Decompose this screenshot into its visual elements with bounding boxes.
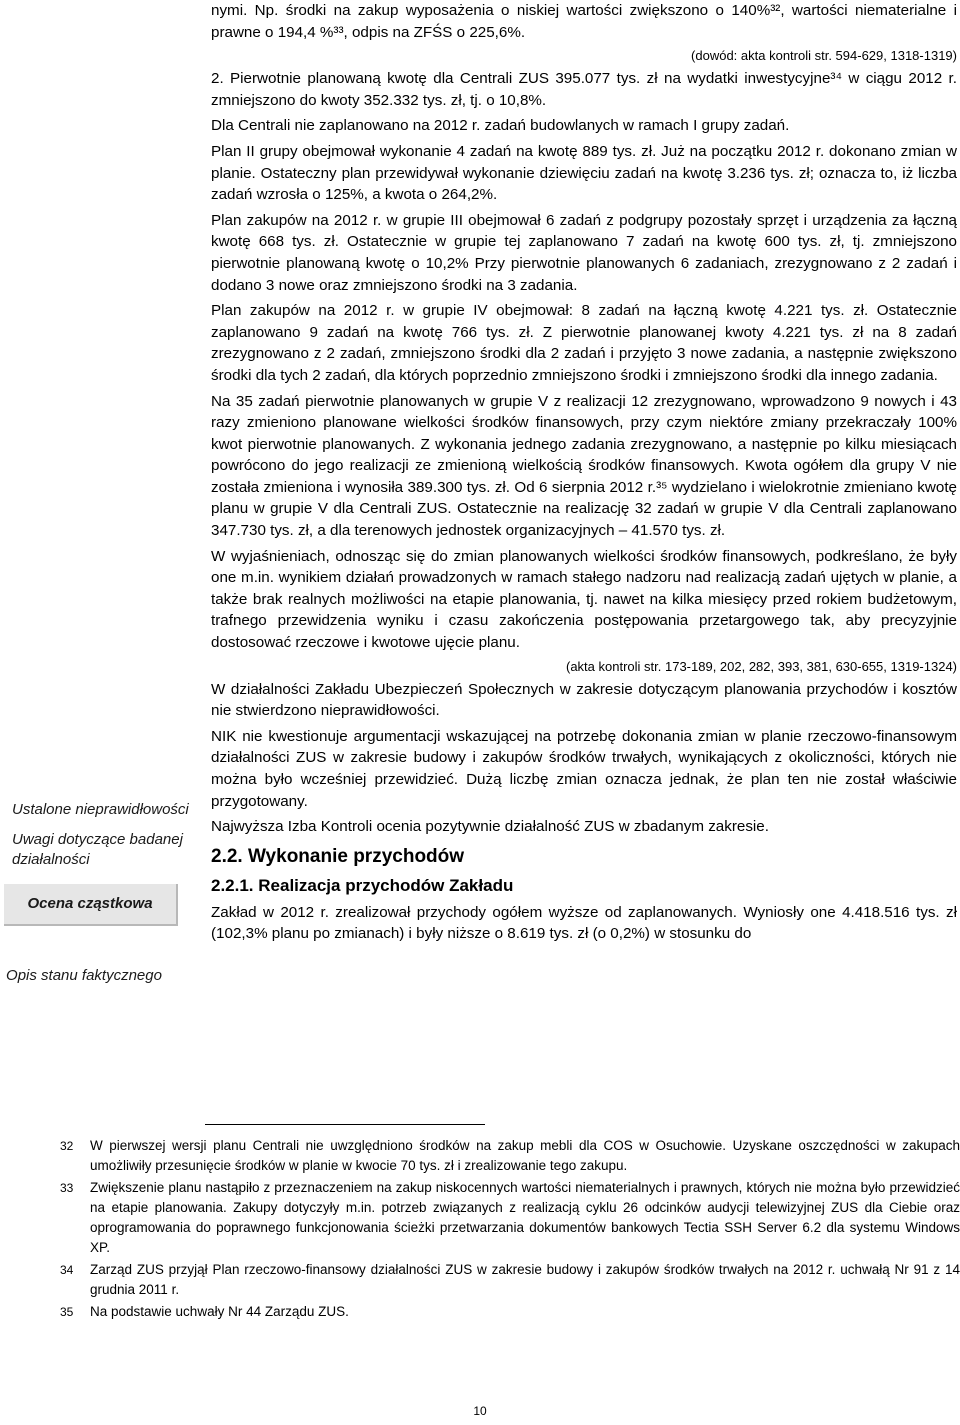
paragraph: Najwyższa Izba Kontroli ocenia pozytywnie działalność ZUS w zbadanym zakresie. <box>211 818 769 836</box>
footnote-number: 34 <box>60 1263 74 1277</box>
footnote-text: Zwiększenie planu nastąpiło z przeznaczeniem na zakup niskocennych wartości niematerialnych i prawnych, których nie można było przewidzieć na etapie planowania. Zakupy dotyczyły m.in. potrzeb związanych z realizacją cyklu 26 odcinków audycji telewizyjnej ZUS dla Ciebie oraz oprogramowania do poprawnego funkcjonowania ścieżki przetwarzania dokumentów bankowych Tectia SSH Server 6.2 dla systemu Windows XP. <box>90 1180 960 1255</box>
footnote-number: 32 <box>60 1139 74 1153</box>
paragraph: Plan II grupy obejmował wykonanie 4 zadań na kwotę 889 tys. zł. Już na początku 2012 r. dokonano zmian w planie. Ostateczny plan przewidywał wykonanie dziewięciu zadań na kwotę 3.236 tys. zł; oznacza to, iż liczba zadań wzrosła o 125%, a kwota o 264,2%. <box>211 142 957 204</box>
footnote-divider <box>205 1124 485 1125</box>
paragraph: Na 35 zadań pierwotnie planowanych w grupie V z realizacji 12 zrezygnowano, wprowadzono 9 nowych i 43 razy zmieniono planowane wielkości środków finansowych, przy czym niektóre zmiany przekraczały 100% kwot pierwotnie planowanych. Z wykonania jednego zadania zrezygnowano, a następnie po kilku miesiącach powrócono do jego realizacji ze zmienioną wielkością środków finansowych. Kwota ogółem dla grupy V nie została zmieniona i wynosiła 389.300 tys. zł. Od 6 sierpnia 2012 r.³⁵ wydzielano i wielokrotnie zmieniano kwotę planu w grupie V dla Centrali ZUS. Ostatecznie na realizację 32 zadań w grupie V dla Centrali zaplanowano 347.730 tys. zł, a dla terenowych jednostek organizacyjnych – 41.570 tys. zł. <box>211 392 957 540</box>
footnote <box>60 1178 960 1258</box>
source-reference: (akta kontroli str. 173-189, 202, 282, 393, 381, 630-655, 1319-1324) <box>566 658 957 674</box>
footnote-number: 33 <box>60 1181 74 1195</box>
paragraph: W wyjaśnieniach, odnosząc się do zmian planowanych wielkości środków finansowych, podkreślano, że były one m.in. wynikiem działań prowadzonych w ramach stałego nadzoru nad realizacją zadań ujętych w planie, a także brak realnych możliwości na etapie planowania, tj. nawet na kilka miesięcy przed rokiem budżetowym, trafnego przewidzenia wyniku i czasu zakończenia postępowania przetargowego tak, aby precyzyjnie dostosować rzeczowe i kwotowe ujęcie planu. <box>211 547 957 652</box>
subsection-heading: 2.2.1. Realizacja przychodów Zakładu <box>211 875 514 895</box>
paragraph: Plan zakupów na 2012 r. w grupie IV obejmował: 8 zadań na łączną kwotę 4.221 tys. zł. Ostatecznie zaplanowano 9 zadań na kwotę 766 tys. zł. Z pierwotnie planowanej kwoty 4.221 tys. zł na 8 zadań zrezygnowano z 2 zadań, zmniejszono środki dla 2 zadań i przyjęto 3 nowe zadania, a następnie zwiększono środki dla tych 2 zadań, dla których poprzednio zmniejszono środki i zmniejszono środki dla innego zadania. <box>211 302 957 384</box>
paragraph: W działalności Zakładu Ubezpieczeń Społecznych w zakresie dotyczącym planowania przychodów i kosztów nie stwierdzono nieprawidłowości. <box>211 680 957 720</box>
footnotes <box>60 1136 960 1324</box>
footnote <box>60 1136 960 1176</box>
footnote-text: Na podstawie uchwały Nr 44 Zarządu ZUS. <box>90 1304 349 1319</box>
footnote <box>60 1260 960 1300</box>
footnote-text: W pierwszej wersji planu Centrali nie uwzględniono środków na zakup mebli dla COS w Osuchowie. Uzyskane oszczędności w zakupach umożliwiły przesunięcie środków w planie w kwocie 70 tys. zł i zrealizowanie tego zakupu. <box>90 1138 960 1173</box>
sidebar-item-remarks: Uwagi dotyczące badanej działalności <box>12 831 183 868</box>
paragraph: 2. Pierwotnie planowaną kwotę dla Centrali ZUS 395.077 tys. zł na wydatki inwestycyjne³⁴ w ciągu 2012 r. zmniejszono do kwoty 352.332 tys. zł, tj. o 10,8%. <box>211 70 957 109</box>
page-number: 10 <box>473 1404 487 1418</box>
paragraph: Dla Centrali nie zaplanowano na 2012 r. zadań budowlanych w ramach I grupy zadań. <box>211 117 790 135</box>
sidebar-item-description: Opis stanu faktycznego <box>6 967 162 984</box>
paragraph: Zakład w 2012 r. zrealizował przychody ogółem wyższe od zaplanowanych. Wyniosły one 4.418.516 tys. zł (102,3% planu po zmianach) i były niższe o 8.619 tys. zł (o 0,2%) w stosunku do <box>211 903 957 943</box>
footnote <box>60 1302 960 1322</box>
section-heading: 2.2. Wykonanie przychodów <box>211 845 465 867</box>
sidebar-item-partial-assessment: Ocena cząstkowa <box>4 884 178 926</box>
paragraph: nymi. Np. środki na zakup wyposażenia o niskiej wartości zwiększono o 140%³², wartości niematerialne i prawne o 194,4 %³³, odpis na ZFŚS o 225,6%. <box>211 2 957 41</box>
sidebar-item-findings: Ustalone nieprawidłowości <box>12 801 189 818</box>
source-reference: (dowód: akta kontroli str. 594-629, 1318-1319) <box>691 48 957 64</box>
paragraph: Plan zakupów na 2012 r. w grupie III obejmował 6 zadań z podgrupy pozostały sprzęt i urządzenia za łączną kwotę 668 tys. zł. Ostatecznie w grupie tej zaplanowano 7 zadań na kwotę 600 tys. zł, tj. zmniejszono pierwotnie planowaną kwotę o 10,2% Przy pierwotnie planowanych 6 zadaniach, zrezygnowano z 2 zadań i dodano 3 nowe oraz zmniejszono środki na 3 zadania. <box>211 211 957 294</box>
paragraph: NIK nie kwestionuje argumentacji wskazującej na potrzebę dokonania zmian w planie rzeczowo-finansowym działalności ZUS w zakresie budowy i zakupów środków trwałych, wynikających z okoliczności, których nie można było wcześniej przewidzieć. Dużą liczbę zmian oznacza jednak, że plan ten nie został właściwie przygotowany. <box>211 727 957 810</box>
main-text <box>211 0 957 949</box>
margin-sidebar <box>4 800 194 986</box>
footnote-number: 35 <box>60 1305 74 1319</box>
footnote-text: Zarząd ZUS przyjął Plan rzeczowo-finansowy działalności ZUS w zakresie budowy i zakupów środków trwałych na 2012 r. uchwałą Nr 91 z 14 grudnia 2011 r. <box>90 1262 960 1297</box>
